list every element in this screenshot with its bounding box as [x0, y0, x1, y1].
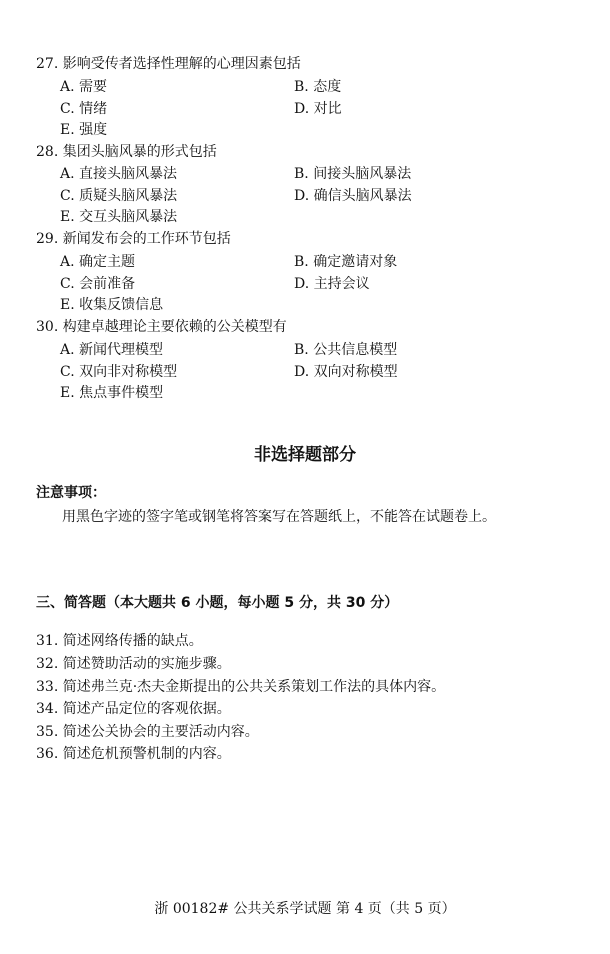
- question-27-option-c: C. 情绪: [60, 101, 108, 117]
- section-title: 非选择题部分: [254, 445, 356, 465]
- question-29-option-e: E. 收集反馈信息: [60, 297, 164, 313]
- short-question-35: 35. 简述公关协会的主要活动内容。: [36, 724, 259, 740]
- short-question-34: 34. 简述产品定位的客观依据。: [36, 701, 231, 717]
- question-27-option-a: A. 需要: [60, 79, 108, 95]
- question-30-option-b: B. 公共信息模型: [294, 342, 398, 358]
- question-29-option-d: D. 主持会议: [294, 276, 370, 292]
- question-29-option-c: C. 会前准备: [60, 276, 136, 292]
- short-question-31: 31. 简述网络传播的缺点。: [36, 633, 203, 649]
- question-27-option-d: D. 对比: [294, 101, 342, 117]
- question-28-option-c: C. 质疑头脑风暴法: [60, 188, 178, 204]
- notice-body: 用黑色字迹的签字笔或钢笔将答案写在答题纸上，不能答在试题卷上。: [62, 509, 496, 525]
- notice-heading: 注意事项：: [36, 485, 106, 501]
- question-28-option-a: A. 直接头脑风暴法: [60, 166, 178, 182]
- question-28-option-d: D. 确信头脑风暴法: [294, 188, 412, 204]
- short-question-32: 32. 简述赞助活动的实施步骤。: [36, 656, 231, 672]
- question-30-option-c: C. 双向非对称模型: [60, 364, 178, 380]
- question-29-option-b: B. 确定邀请对象: [294, 254, 398, 270]
- question-30-option-d: D. 双向对称模型: [294, 364, 398, 380]
- short-question-33: 33. 简述弗兰克·杰夫金斯提出的公共关系策划工作法的具体内容。: [36, 679, 446, 695]
- page-footer: 浙 00182# 公共关系学试题 第 4 页（共 5 页）: [154, 901, 456, 917]
- question-27-option-e: E. 强度: [60, 122, 108, 138]
- question-30-stem: 30. 构建卓越理论主要依赖的公关模型有: [36, 319, 287, 335]
- question-29-option-a: A. 确定主题: [60, 254, 136, 270]
- question-30-option-e: E. 焦点事件模型: [60, 385, 164, 401]
- question-28-option-b: B. 间接头脑风暴法: [294, 166, 412, 182]
- question-27-stem: 27. 影响受传者选择性理解的心理因素包括: [36, 56, 301, 72]
- question-28-option-e: E. 交互头脑风暴法: [60, 209, 178, 225]
- part-three-heading: 三、简答题（本大题共 6 小题，每小题 5 分，共 30 分）: [36, 595, 399, 611]
- question-29-stem: 29. 新闻发布会的工作环节包括: [36, 231, 231, 247]
- question-30-option-a: A. 新闻代理模型: [60, 342, 164, 358]
- question-28-stem: 28. 集团头脑风暴的形式包括: [36, 144, 217, 160]
- short-question-36: 36. 简述危机预警机制的内容。: [36, 746, 231, 762]
- question-27-option-b: B. 态度: [294, 79, 342, 95]
